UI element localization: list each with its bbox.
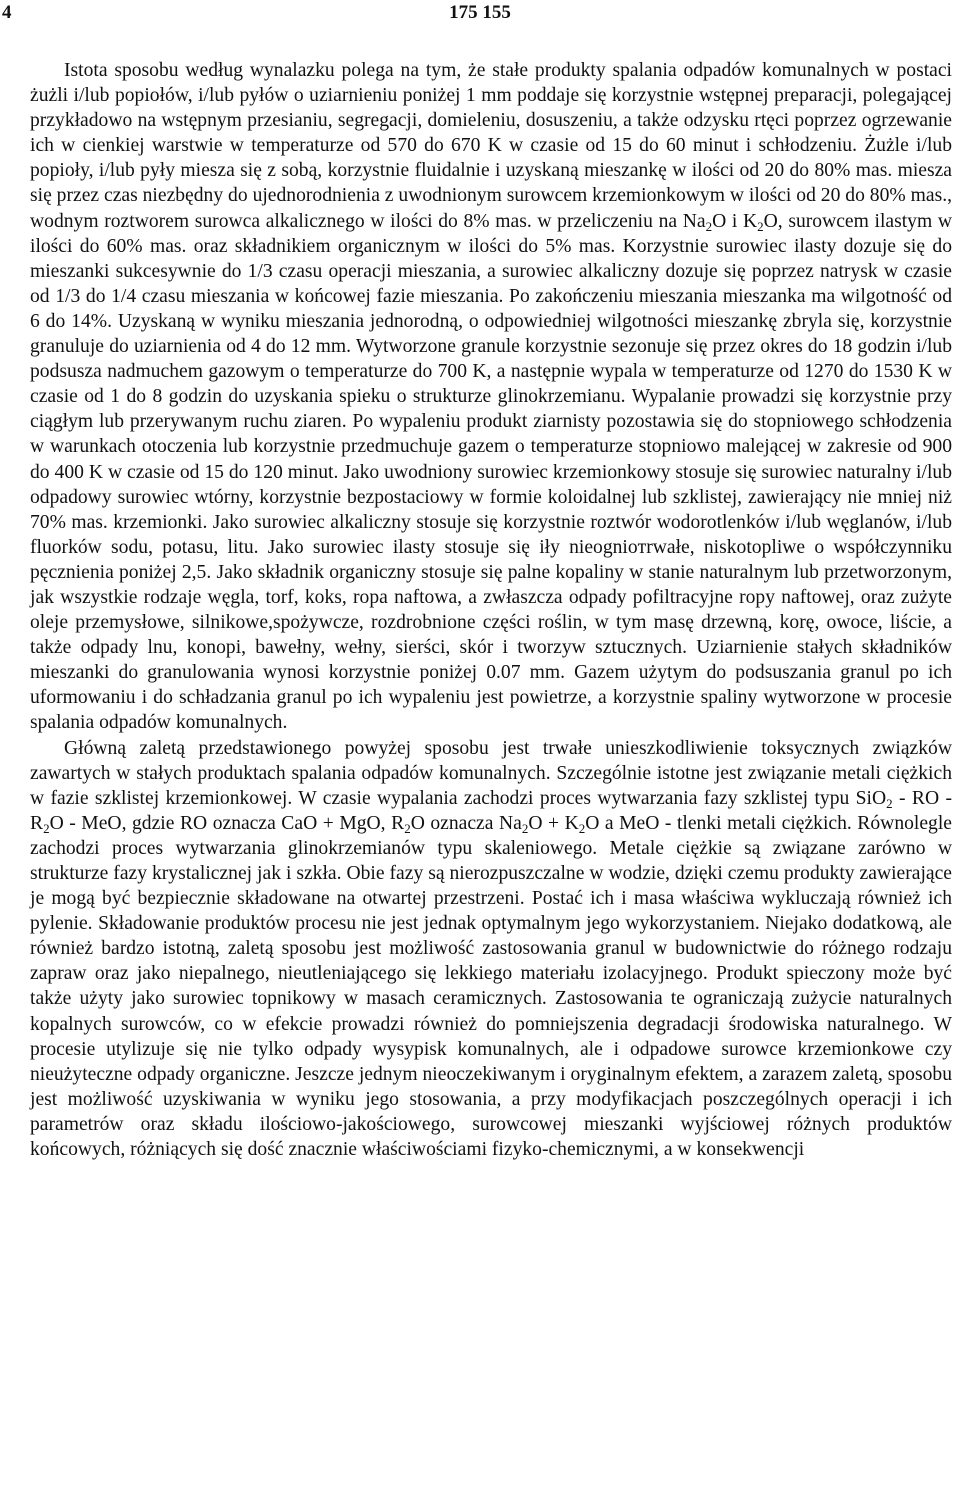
text-run: O, surowcem ilastym w ilości do 60% mas. oraz składnikiem organicznym w ilości do 5% mas. Korzystnie surowiec ilasty dozuje się do mieszanki sukcesywnie do 1/3 czasu operacji mieszania, a surowiec alkaliczny dozuje się poprzez natrysk w czasie od 1/3 do 1/4 czasu mieszania w końcowej fazie mieszania. Po zakończeniu mieszania mieszanka ma wilgotność od 6 do 14%. Uzyskaną w wyniku mieszania jednorodną, o odpowiedniej wilgotności mieszankę zbryla się, korzystnie granuluje do uziarnienia od 4 do 12 mm. Wytworzone granule korzystnie sezonuje się przez okres do 18 godzin i/lub podsusza nadmuchem gazowym o temperaturze do 700 K, a następnie wypala w temperaturze od 1270 do 1530 K w czasie od 1 do 8 godzin do uzyskania spieku o strukturze glinokrzemianu. Wypalanie prowadzi się korzystnie przy ciągłym lub przerywanym ruchu ziaren. Po wypaleniu produkt ziarnisty pozostawia się do stopniowego schłodzenia w warunkach otoczenia lub korzystnie przedmuchuje gazem o temperaturze stopniowo malejącej w zakresie od 900 do 400 K w czasie od 15 do 120 minut. Jako uwodniony surowiec krzemionkowy stosuje się surowiec naturalny i/lub odpadowy surowiec wtórny, korzystnie bezpostaciowy w formie koloidalnej lub szklistej, zawierający nie mniej niż 70% mas. krzemionki. Jako surowiec alkaliczny stosuje się korzystnie roztwór wodorotlenków i/lub węglanów, i/lub fluorków sodu, potasu, litu. Jako surowiec ilasty stosuje się iły nieognioтrwałe, niskotopliwe o współczynniku pęcznienia poniżej 2,5. Jako składnik organiczny stosuje się palne kopaliny w stanie naturalnym lub przetworzonym, jak wszystkie rodzaje węgla, torf, koks, ropa naftowa, a zwłaszcza odpady pofiltracyjne ropy naftowej, oraz zużyte oleje przemysłowe, silnikowe,spożywcze, rozdrobnione części roślin, w tym masę drzewną, korę, owoce, liście, a także odpady lnu, konopi, bawełny, wełny, sierści, skór i tworzyw sztucznych. Uziarnienie stałych składników mieszanki do granulowania wynosi korzystnie poniżej 0.07 mm. Gazem użytym do podsuszania granul po ich uformowaniu i do schładzania granul po ich wypaleniu jest powietrze, a korzystnie spaliny wytworzone w procesie spalania odpadów komunalnych. [30,210,952,734]
subscript: 2 [757,218,764,234]
paragraph [30,58,952,736]
subscript: 2 [886,795,893,811]
text-run: O i K [712,210,758,232]
subscript: 2 [43,820,50,836]
page-header [0,2,960,26]
document-body [30,58,952,1162]
document-number: 175 155 [449,2,511,23]
subscript: 2 [705,218,713,234]
text-run: O + K [528,812,579,834]
text-run: - RO - R [30,787,952,834]
page-number: 4 [2,2,12,23]
text-run: Istota sposobu według wynalazku polega na tym, że stałe produkty spalania odpadów komunalnych w postaci żużli i/lub popiołów, i/lub pyłów o uziarnieniu poniżej 1 mm poddaje się korzystnie wstępnej preparacji, polegającej przykładowo na wstępnym przesianiu, segregacji, domieleniu, dosuszeniu, a także odzysku rtęci poprzez ogrzewanie ich w cienkiej warstwie w temperaturze od 570 do 670 K w czasie od 15 do 60 minut i schłodzeniu. Żużle i/lub popioły, i/lub pyły miesza się z sobą, korzystnie fluidalnie i uzyskaną mieszankę w ilości od 20 do 80% mas. miesza się przez czas niezbędny do ujednorodnienia z uwodnionym surowcem krzemionkowym w ilości od 20 do 80% mas., wodnym roztworem surowca alkalicznego w ilości do 8% mas. w przeliczeniu na Na [30,60,952,232]
text-run: Główną zaletą przedstawionego powyżej sposobu jest trwałe unieszkodliwienie toksycznych związków zawartych w stałych produktach spalania odpadów komunalnych. Szczególnie istotne jest związanie metali ciężkich w fazie szklistej krzemionkowej. W czasie wypalania zachodzi proces wytwarzania fazy szklistej typu SiO [30,737,952,809]
paragraph [30,736,952,1163]
text-run: O a MeO - tlenki metali ciężkich. Równolegle zachodzi proces wytwarzania glinokrzemianów typu skaleniowego. Metale ciężkie są związane zarówno w strukturze fazy krystalicznej jak i szkła. Obie fazy są nierozpuszczalne w wodzie, dzięki czemu produkty zawierające je mogą być bezpiecznie składowane na otwartej przestrzeni. Postać ich i masa właściwa wykluczają również ich pylenie. Składowanie produktów procesu nie jest jednak optymalnym jego wykorzystaniem. Niejako dodatkową, ale również bardzo istotną, zaletą sposobu jest możliwość zastosowania granul w budownictwie do różnego rodzaju zapraw oraz jako niepalnego, nieutleniającego się lekkiego materiału izolacyjnego. Produkt spieczony może być także użyty jako surowiec topnikowy w masach ceramicznych. Zastosowania te ograniczają zużycie naturalnych kopalnych surowców, co w efekcie prowadzi również do pomniejszenia degradacji środowiska naturalnego. W procesie utylizuje się nie tylko odpady wysypisk komunalnych, ale i odpadowe surowce krzemionkowe czy nieużyteczne odpady organiczne. Jeszcze jednym nieoczekiwanym i oryginalnym efektem, a zarazem zaletą, sposobu jest możliwość uzyskiwania w wyniku jego stosowania, a przy modyfikacjach poszczególnych operacji i ich parametrów oraz składu ilościowo-jakościowego, surowcowej mieszanki wyjściowej różnych produktów końcowych, różniących się dość znacznie właściwościami fizyko-chemicznymi, a w konsekwencji [30,812,952,1161]
subscript: 2 [578,820,586,836]
subscript: 2 [521,820,529,836]
text-run: O oznacza Na [410,812,522,834]
text-run: O - MeO, gdzie RO oznacza CaO + MgO, R [49,812,405,834]
subscript: 2 [404,820,411,836]
